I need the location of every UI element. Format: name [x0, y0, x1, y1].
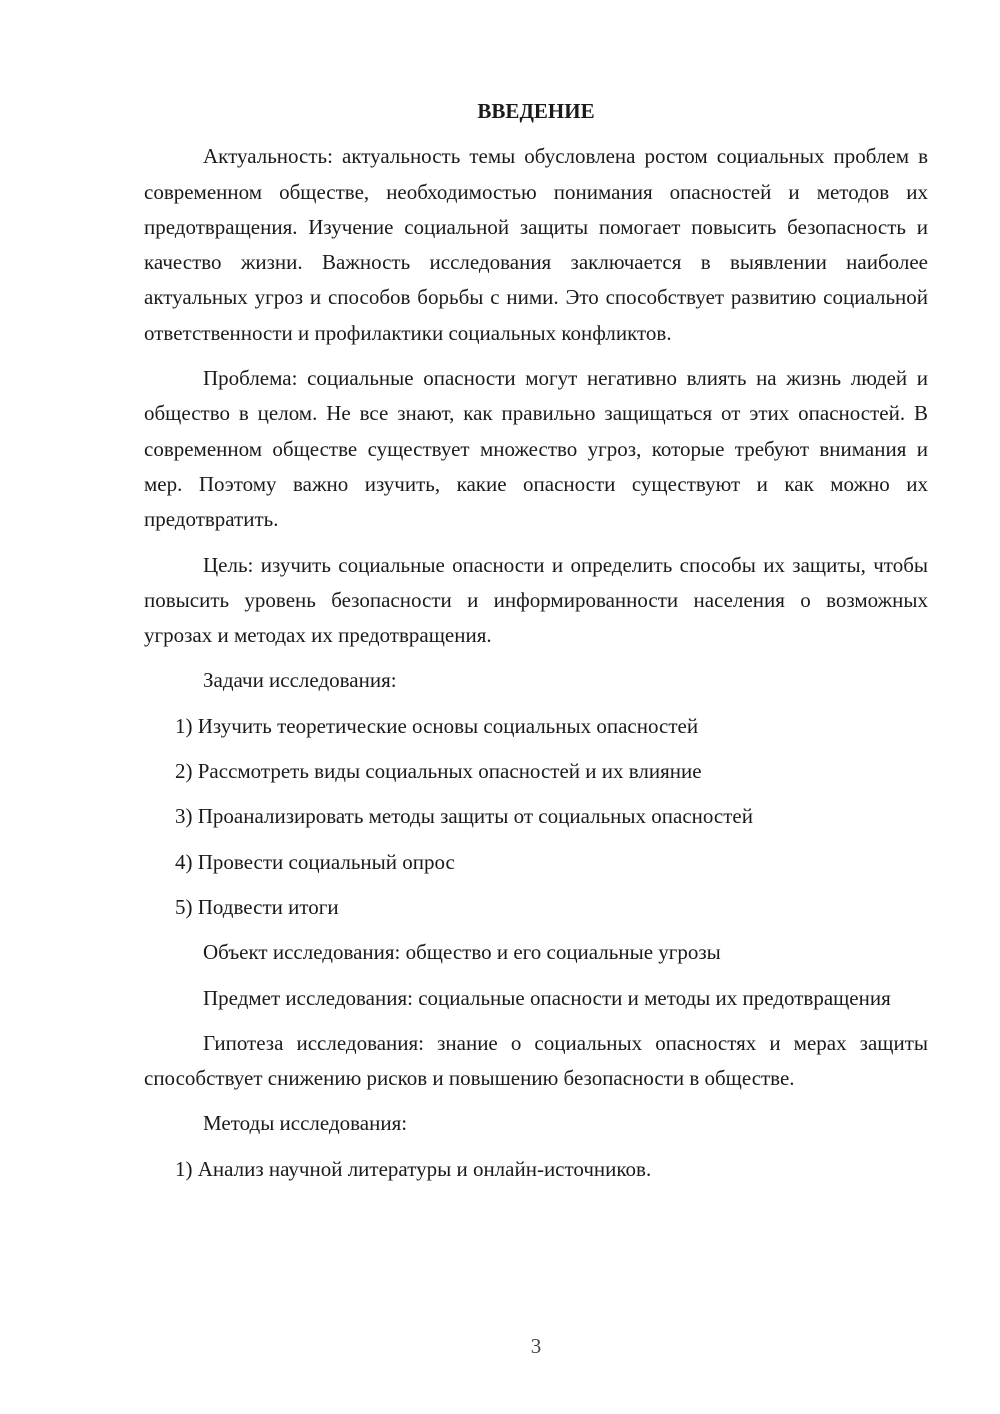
tasks-heading: Задачи исследования:: [203, 668, 397, 693]
page-content: [144, 94, 928, 1197]
goal-paragraph: Цель: изучить социальные опасности и определить способы их защиты, чтобы повысить уровень безопасности и информированности населения о возможных угрозах и методах их предотвращения.: [144, 552, 928, 648]
task-item-3: 3) Проанализировать методы защиты от социальных опасностей: [175, 804, 753, 829]
subject-paragraph: Предмет исследования: социальные опасности и методы их предотвращения: [203, 985, 891, 1010]
methods-heading: Методы исследования:: [203, 1111, 408, 1136]
hypothesis-paragraph: Гипотеза исследования: знание о социальных опасностях и мерах защиты способствует снижению рисков и повышению безопасности в обществе.: [144, 1030, 928, 1091]
method-item-1: 1) Анализ научной литературы и онлайн-источников.: [175, 1156, 652, 1181]
task-item-5: 5) Подвести итоги: [175, 894, 339, 919]
relevance-paragraph: Актуальность: актуальность темы обусловлена ростом социальных проблем в современном обществе, необходимостью понимания опасностей и методов их предотвращения. Изучение социальной защиты помогает повысить безопасность и качество жизни. Важность исследования заключается в выявлении наиболее актуальных угроз и способов борьбы с ними. Это способствует развитию социальной ответственности и профилактики социальных конфликтов.: [144, 144, 928, 345]
problem-paragraph: Проблема: социальные опасности могут негативно влиять на жизнь людей и общество в целом. Не все знают, как правильно защищаться от этих опасностей. В современном обществе существует множество угроз, которые требуют внимания и мер. Поэтому важно изучить, какие опасности существуют и как можно их предотвратить.: [144, 366, 928, 532]
object-line: Объект исследования: общество и его социальные угрозы: [203, 940, 721, 965]
page-number: 3: [530, 1334, 542, 1358]
task-item-2: 2) Рассмотреть виды социальных опасностей и их влияние: [175, 759, 702, 784]
section-title: ВВЕДЕНИЕ: [477, 99, 595, 123]
task-item-4: 4) Провести социальный опрос: [175, 849, 455, 874]
task-item-1: 1) Изучить теоретические основы социальных опасностей: [175, 713, 699, 738]
